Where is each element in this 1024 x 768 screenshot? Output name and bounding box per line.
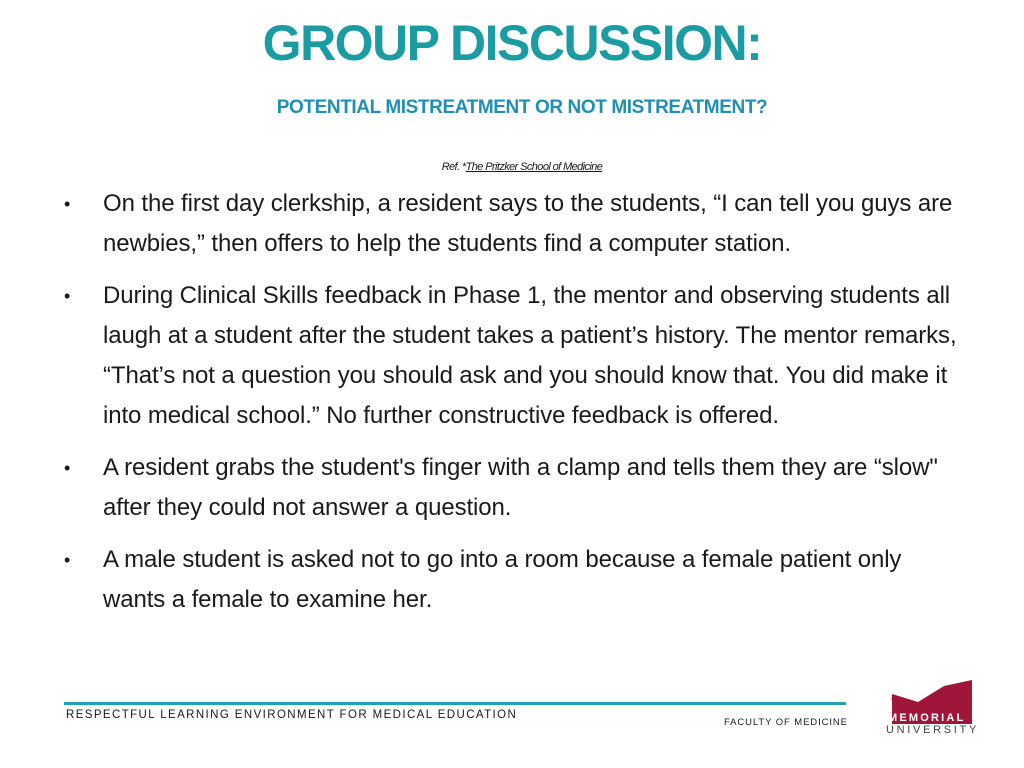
bullet-item <box>64 540 964 620</box>
footer-program-name: RESPECTFUL LEARNING ENVIRONMENT FOR MEDICAL EDUCATION <box>66 709 518 721</box>
bullet-text: A male student is asked not to go into a room because a female patient only wants a female to examine her. <box>103 546 902 613</box>
bullet-text: On the first day clerkship, a resident says to the students, “I can tell you guys are newbies,” then offers to help the students find a computer station. <box>103 190 953 257</box>
bullet-item <box>64 448 964 528</box>
footer-faculty-name: FACULTY OF MEDICINE <box>724 717 848 728</box>
reference-source: The Pritzker School of Medicine <box>465 161 603 173</box>
bullet-dot-icon: • <box>64 194 71 214</box>
footer-divider <box>64 702 846 705</box>
logo-wordmark-memorial: MEMORIAL <box>888 712 966 724</box>
slide-subtitle: POTENTIAL MISTREATMENT OR NOT MISTREATMENT? <box>276 97 768 118</box>
bullet-dot-icon: • <box>64 458 71 478</box>
bullet-list <box>64 184 964 620</box>
bullet-dot-icon: • <box>64 286 71 306</box>
bullet-text: During Clinical Skills feedback in Phase 1, the mentor and observing students all laugh at a student after the student takes a patient’s history. The mentor remarks, “That’s not a question you should ask and you should know that. You did make it into medical school.” No further constructive feedback is offered. <box>103 282 957 429</box>
bullet-text: A resident grabs the student's finger with a clamp and tells them they are “slow" after they could not answer a question. <box>103 454 938 521</box>
bullet-dot-icon: • <box>64 550 71 570</box>
reference-prefix: Ref. * <box>441 161 466 173</box>
reference-note <box>0 161 1024 173</box>
logo-wordmark-university: UNIVERSITY <box>886 724 980 736</box>
slide-title: GROUP DISCUSSION: <box>262 15 762 71</box>
bullet-item <box>64 276 964 436</box>
bullet-item <box>64 184 964 264</box>
